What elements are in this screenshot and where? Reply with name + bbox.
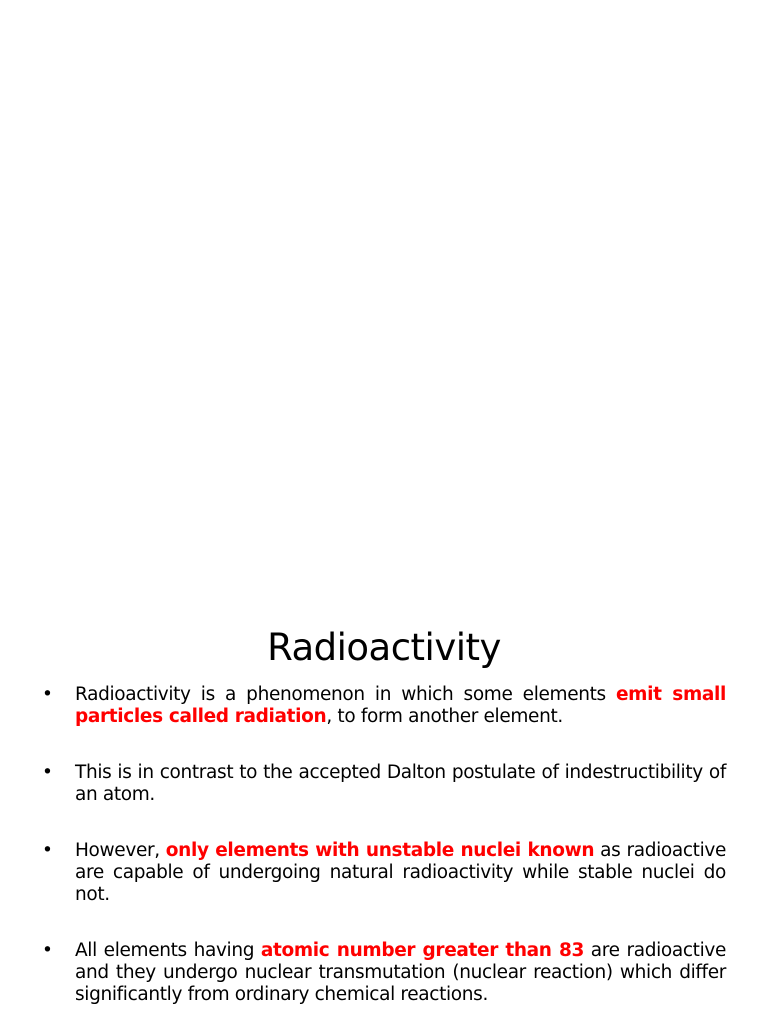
- bullet-highlight: atomic number greater than 83: [260, 940, 585, 961]
- bullet-highlight: only elements with unstable nuclei known: [165, 840, 595, 861]
- bullet-text: , to form another element.: [326, 706, 563, 727]
- slide-title: Radioactivity: [267, 626, 501, 669]
- bullet-text: All elements having: [75, 940, 261, 961]
- bullet-text: However,: [75, 840, 166, 861]
- bullet-item: [42, 684, 726, 728]
- bullet-list: [42, 684, 726, 1006]
- bullet-highlight: emit small particles called radiation: [75, 684, 726, 727]
- bullet-item: [42, 762, 726, 806]
- bullet-text: are radioactive and they undergo nuclear transmutation (nuclear reaction) which differ significantly from ordinary chemical reactions.: [75, 940, 726, 1005]
- bullet-text: Radioactivity is a phenomenon in which some elements: [75, 684, 616, 705]
- bullet-marker: •: [42, 762, 53, 783]
- bullet-text: This is in contrast to the accepted Dalton postulate of indestructibility of an atom.: [75, 762, 726, 805]
- bullet-marker: •: [42, 940, 53, 961]
- bullet-marker: •: [42, 684, 53, 705]
- bullet-item: [42, 840, 726, 906]
- bullet-text: as radioactive are capable of undergoing natural radioactivity while stable nuclei do not.: [75, 840, 726, 905]
- bullet-marker: •: [42, 840, 53, 861]
- bullet-item: [42, 940, 726, 1006]
